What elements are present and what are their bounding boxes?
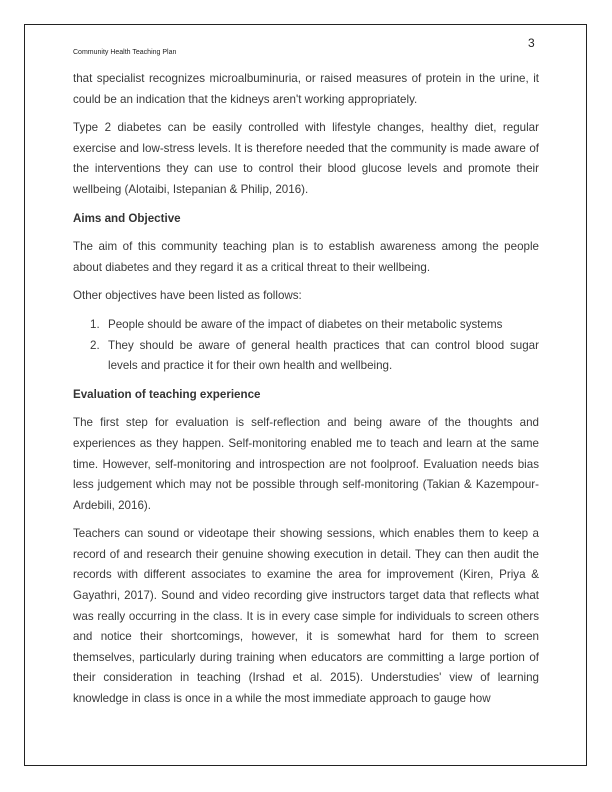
list-item-number: 1.	[90, 317, 100, 331]
paragraph-recording-sessions: Teachers can sound or videotape their showing sessions, which enables them to keep a record of and research their genuine showing execution in detail. They can then audit the records with different associates to examine the area for improvement (Kiren, Priya & Gayathri, 2017). Sound and video recording give instructors target data that reflects what was really occurring in the class. It is in every case simple for individuals to screen others and notice their shortcomings, however, it is somewhat hard for them to screen themselves, particularly during training when educators are committing a large portion of their consideration in teaching (Irshad et al. 2015). Understudies' view of learning knowledge in class is once in a while the most immediate approach to gauge how	[73, 527, 539, 706]
paragraph-self-reflection: The first step for evaluation is self-reflection and being aware of the thoughts and experiences as they happen. Self-monitoring enabled me to teach and learn at the same time. However, self-monitoring and introspection are not foolproof. Evaluation needs bias less judgement which may not be possible through self-monitoring (Takian & Kazempour-Ardebili, 2016).	[73, 416, 539, 512]
objectives-list	[73, 315, 539, 377]
document-body	[73, 69, 539, 710]
paragraph-intro-continued: that specialist recognizes microalbuminuria, or raised measures of protein in the urine, it could be an indication that the kidneys aren't working appropriately.	[73, 72, 539, 106]
list-item-text: People should be aware of the impact of diabetes on their metabolic systems	[108, 317, 503, 331]
running-head: Community Health Teaching Plan	[73, 49, 177, 56]
page-number: 3	[528, 36, 535, 50]
list-item	[73, 336, 539, 377]
paragraph-type2-diabetes: Type 2 diabetes can be easily controlled with lifestyle changes, healthy diet, regular exercise and low-stress levels. It is therefore needed that the community is made aware of the interventions they can use to control their blood glucose levels and promote their wellbeing (Alotaibi, Istepanian & Philip, 2016).	[73, 121, 539, 196]
heading-aims-objective: Aims and Objective	[73, 211, 181, 225]
heading-evaluation: Evaluation of teaching experience	[73, 387, 261, 401]
paragraph-aim: The aim of this community teaching plan is to establish awareness among the people about diabetes and they regard it as a critical threat to their wellbeing.	[73, 240, 539, 274]
list-item-number: 2.	[90, 338, 100, 352]
list-item	[73, 315, 539, 336]
paragraph-other-objectives: Other objectives have been listed as follows:	[73, 289, 302, 303]
list-item-text: They should be aware of general health practices that can control blood sugar levels and practice it for their own health and wellbeing.	[108, 338, 539, 373]
